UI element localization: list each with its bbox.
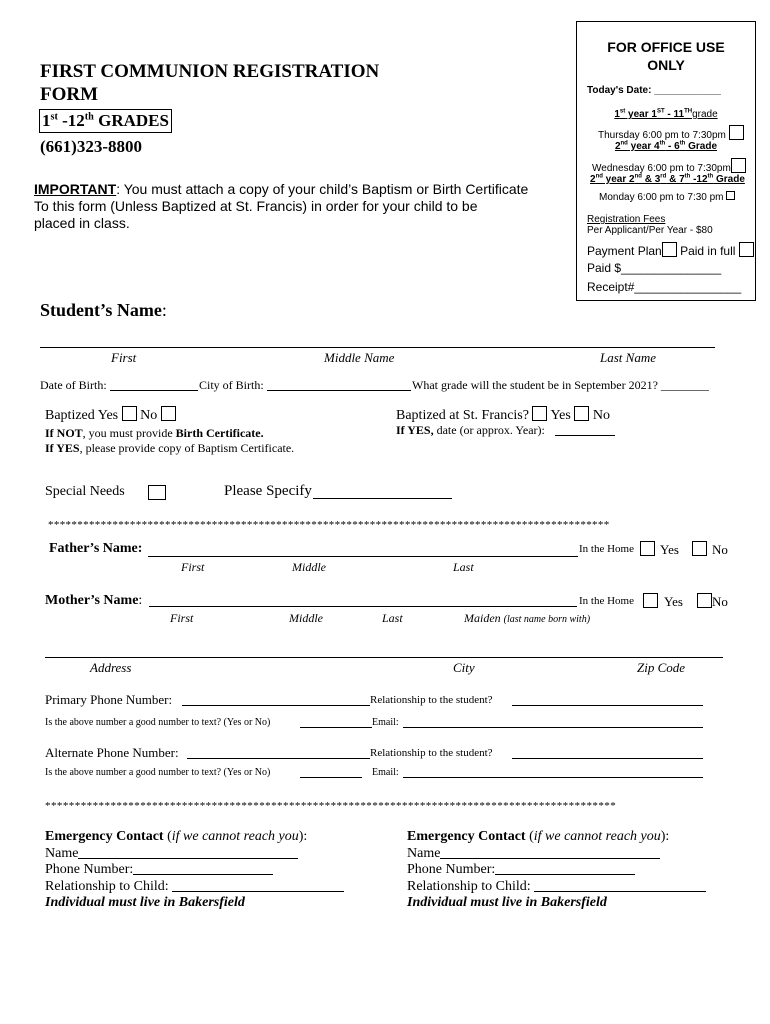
address-caption: Address — [90, 660, 132, 675]
father-last-caption: Last — [453, 560, 474, 574]
father-in-home-label: In the Home — [579, 543, 634, 555]
separator: ************************************************************************************************ — [48, 519, 610, 531]
father-middle-caption: Middle — [292, 560, 326, 574]
receipt-number: Receipt#________________ — [587, 280, 742, 294]
group2-time: Wednesday 6:00 pm to 7:30pm — [592, 158, 746, 174]
mother-last-caption: Last — [382, 611, 403, 625]
mother-yes-label: Yes — [664, 594, 683, 609]
baptized-yes-checkbox[interactable] — [122, 406, 137, 421]
st-francis-no-checkbox[interactable] — [574, 406, 589, 421]
emergency-1-name-label: Name — [45, 846, 344, 863]
emergency-contact-2 — [407, 829, 706, 912]
student-middle-caption: Middle Name — [324, 350, 395, 365]
payment-options: Payment Plan Paid in full — [587, 242, 754, 258]
emergency-2-phone-field[interactable] — [495, 874, 635, 875]
mother-in-home-label: In the Home — [579, 595, 634, 607]
baptized-question: Baptized Yes No — [45, 406, 176, 424]
dob-label: Date of Birth: — [40, 378, 107, 392]
special-needs-checkbox[interactable] — [148, 485, 166, 500]
mother-first-caption: First — [170, 611, 194, 625]
primary-text-question: Is the above number a good number to text? (Yes or No) — [45, 717, 271, 728]
address-field[interactable] — [45, 657, 723, 658]
grades-box: 1st -12th GRADES — [39, 109, 172, 133]
emergency-2-phone-label: Phone Number: — [407, 862, 706, 879]
alternate-phone-label: Alternate Phone Number: — [45, 745, 179, 760]
primary-email-label: Email: — [372, 717, 399, 728]
emergency-1-name-field[interactable] — [78, 858, 298, 859]
alternate-text-question: Is the above number a good number to text? (Yes or No) — [45, 767, 271, 778]
father-in-home-no-checkbox[interactable] — [692, 541, 707, 556]
if-not-note: If NOT, you must provide Birth Certificate. — [45, 426, 264, 440]
group3-checkbox[interactable] — [726, 191, 735, 200]
please-specify-label: Please Specify — [224, 483, 312, 499]
student-name-heading: Student’s Name: — [40, 300, 167, 320]
emergency-1-relationship-field[interactable] — [172, 891, 344, 892]
office-use-box — [576, 21, 756, 301]
phone-number: (661)323-8800 — [40, 137, 142, 156]
mother-name-label: Mother’s Name: — [45, 593, 143, 608]
special-needs-field[interactable] — [313, 498, 452, 499]
emergency-1-relationship-label: Relationship to Child: — [45, 879, 344, 896]
group3-label: 2nd year 2nd & 3rd & 7th -12th Grade — [590, 173, 745, 185]
alternate-text-field[interactable] — [300, 777, 362, 778]
mother-no-label: No — [712, 594, 728, 609]
mother-middle-caption: Middle — [289, 611, 323, 625]
mother-in-home-no-checkbox[interactable] — [697, 593, 712, 608]
baptism-date-field[interactable] — [555, 435, 615, 436]
emergency-2-bakersfield-note: Individual must live in Bakersfield — [407, 895, 607, 910]
mother-in-home-yes-checkbox[interactable] — [643, 593, 658, 608]
student-last-caption: Last Name — [600, 350, 656, 365]
primary-relationship-field[interactable] — [512, 705, 703, 706]
paid-in-full-checkbox[interactable] — [739, 242, 754, 257]
important-notice: IMPORTANT: You must attach a copy of your child’s Baptism or Birth Certificate To this form (Unless Baptized at St. Francis) in order for your child to be placed in class. — [34, 181, 529, 231]
group1-time: Thursday 6:00 pm to 7:30pm — [598, 125, 744, 141]
emergency-2-name-label: Name — [407, 846, 706, 863]
city-of-birth-label: City of Birth: — [199, 378, 264, 392]
student-name-field[interactable] — [40, 347, 715, 348]
group2-checkbox[interactable] — [731, 158, 746, 173]
emergency-contact-1 — [45, 829, 344, 912]
emergency-2-name-field[interactable] — [440, 858, 660, 859]
father-in-home-yes-checkbox[interactable] — [640, 541, 655, 556]
payment-plan-checkbox[interactable] — [662, 242, 677, 257]
office-use-title: FOR OFFICE USE ONLY — [607, 39, 725, 73]
primary-phone-label: Primary Phone Number: — [45, 692, 173, 707]
father-name-field[interactable] — [148, 556, 578, 557]
paid-amount: Paid $_______________ — [587, 261, 722, 275]
primary-email-field[interactable] — [403, 727, 703, 728]
todays-date: Today's Date: ____________ — [587, 85, 721, 96]
dob-field[interactable] — [110, 390, 198, 391]
alternate-phone-field[interactable] — [187, 758, 370, 759]
alternate-relationship-field[interactable] — [512, 758, 703, 759]
father-no-label: No — [712, 542, 728, 557]
grade-question: What grade will the student be in September 2021? ________ — [412, 378, 709, 392]
primary-text-field[interactable] — [300, 727, 372, 728]
alternate-email-label: Email: — [372, 767, 399, 778]
emergency-2-relationship-label: Relationship to Child: — [407, 879, 706, 896]
emergency-1-phone-field[interactable] — [133, 874, 273, 875]
emergency-2-heading: Emergency Contact (if we cannot reach you): — [407, 829, 670, 844]
page-title: FIRST COMMUNION REGISTRATION FORM — [40, 61, 380, 105]
mother-maiden-caption: Maiden (last name born with) — [464, 611, 591, 625]
father-first-caption: First — [181, 560, 205, 574]
if-yes-note: If YES, please provide copy of Baptism Certificate. — [45, 441, 295, 455]
baptized-no-checkbox[interactable] — [161, 406, 176, 421]
emergency-2-relationship-field[interactable] — [534, 891, 706, 892]
separator-2: ************************************************************************************************ — [45, 800, 617, 812]
registration-fees: Registration Fees Per Applicant/Per Year - $80 — [587, 214, 713, 236]
emergency-1-heading: Emergency Contact (if we cannot reach you): — [45, 829, 308, 844]
group2-label: 2nd year 4th - 6th Grade — [614, 140, 718, 152]
student-first-caption: First — [111, 350, 137, 365]
baptized-st-francis-question: Baptized at St. Francis? Yes No — [396, 408, 610, 423]
st-francis-yes-checkbox[interactable] — [532, 406, 547, 421]
zip-caption: Zip Code — [637, 660, 686, 675]
primary-phone-field[interactable] — [182, 705, 370, 706]
special-needs-label: Special Needs — [45, 484, 125, 499]
alternate-email-field[interactable] — [403, 777, 703, 778]
father-yes-label: Yes — [660, 542, 679, 557]
city-caption: City — [453, 660, 475, 675]
emergency-1-bakersfield-note: Individual must live in Bakersfield — [45, 895, 245, 910]
father-name-label: Father’s Name: — [49, 541, 143, 556]
alternate-relationship-label: Relationship to the student? — [370, 747, 493, 759]
emergency-1-phone-label: Phone Number: — [45, 862, 344, 879]
group1-label: 1st year 1ST - 11THgrade — [614, 108, 718, 120]
city-of-birth-field[interactable] — [267, 390, 411, 391]
group3-time: Monday 6:00 pm to 7:30 pm — [599, 191, 735, 203]
baptism-date-label: If YES, date (or approx. Year): — [396, 423, 545, 437]
group1-checkbox[interactable] — [729, 125, 744, 140]
primary-relationship-label: Relationship to the student? — [370, 694, 493, 706]
mother-name-field[interactable] — [149, 606, 577, 607]
